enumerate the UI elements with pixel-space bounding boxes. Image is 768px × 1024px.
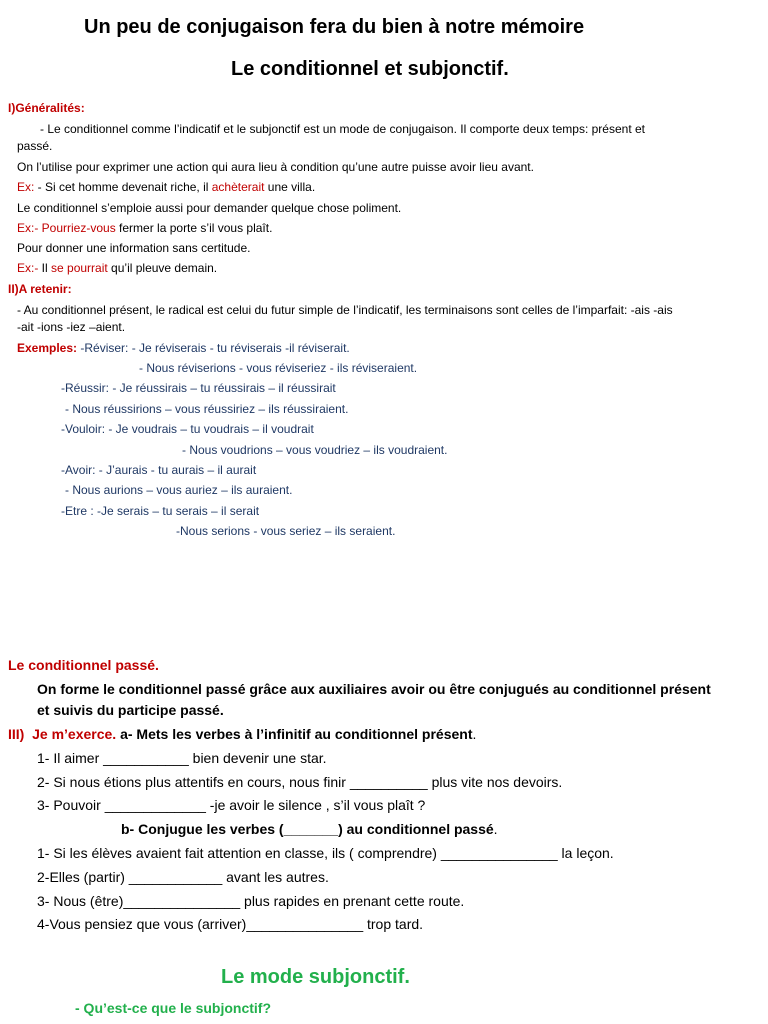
example-text: qu’il pleuve demain. (107, 261, 218, 275)
exercise-b-item-3: 3- Nous (être)_______________ plus rapides en prenant cette route. (37, 893, 465, 909)
example-label: Ex:- (17, 261, 39, 275)
section-title: Le conditionnel passé (8, 657, 156, 673)
section-heading-generalites: I)Généralités: (8, 101, 85, 115)
conjugation-etre-b: -Nous serions - vous seriez – ils seraient. (176, 524, 396, 538)
passe-paragraph-2: et suivis du participe passé. (37, 702, 224, 718)
passe-paragraph-1: On forme le conditionnel passé grâce aux auxiliaires avoir ou être conjugués au conditionnel présent (37, 681, 711, 697)
retenir-rule-1b: -ait -ions -iez –aient. (17, 320, 126, 334)
section-title: A retenir: (18, 282, 72, 296)
section-number: II) (8, 282, 19, 296)
example-text: - Si cet homme devenait riche, il (34, 180, 212, 194)
exercise-a-item-3: 3- Pouvoir _____________ -je avoir le silence , s’il vous plaît ? (37, 797, 426, 813)
section-heading-retenir (8, 282, 72, 296)
generalites-paragraph-1b: passé. (17, 139, 53, 153)
example-label: Ex: (17, 180, 35, 194)
conjugation-vouloir-b: - Nous voudrions – vous voudriez – ils voudraient. (182, 443, 448, 457)
conjugation-reviser-b: - Nous réviserions - vous réviseriez - ils réviseraient. (139, 361, 418, 375)
retenir-rule-1a: - Au conditionnel présent, le radical est celui du futur simple de l’indicatif, les terminaisons sont celles de l’imparfait: -ais -ais (17, 303, 673, 317)
example-verb: achèterait (211, 180, 265, 194)
exercise-b-item-2: 2-Elles (partir) ____________ avant les autres. (37, 869, 329, 885)
exemples-label: Exemples: (17, 341, 78, 355)
conjugation-reussir-b: - Nous réussirions – vous réussiriez – ils réussiraient. (65, 402, 349, 416)
example-verb: Pourriez-vous (41, 221, 116, 235)
example-text: fermer la porte s’il vous plaît. (115, 221, 273, 235)
section-heading-subjonctif: Le mode subjonctif. (221, 966, 410, 988)
exercise-b-text: b- Conjugue les verbes (_______) au conditionnel passé (121, 821, 494, 837)
exercise-b-item-1: 1- Si les élèves avaient fait attention en classe, ils ( comprendre) _______________ la leçon. (37, 845, 614, 861)
page-title-line2: Le conditionnel et subjonctif. (231, 58, 509, 80)
exercise-b-item-4: 4-Vous pensiez que vous (arriver)_______________ trop tard. (37, 916, 424, 932)
heading-dot: . (155, 657, 159, 673)
heading-dot: . (472, 726, 477, 742)
exercise-a-title: a- Mets les verbes à l’infinitif au conditionnel présent (116, 726, 473, 742)
conjugation-etre-a: -Etre : -Je serais – tu serais – il serait (61, 504, 260, 518)
generalites-paragraph-2: On l’utilise pour exprimer une action qui aura lieu à condition qu’une autre puisse avoir lieu avant. (17, 160, 534, 174)
example-text: une villa. (264, 180, 316, 194)
conjugation-reussir-a: -Réussir: - Je réussirais – tu réussirais – il réussirait (61, 381, 336, 395)
example-verb: se pourrait (51, 261, 108, 275)
conjugation-text: -Réviser: - Je réviserais - tu réviserais -il réviserait. (77, 341, 350, 355)
exercise-b-title (121, 821, 498, 837)
conjugation-avoir-b: - Nous aurions – vous auriez – ils auraient. (65, 483, 293, 497)
exercise-a-item-1: 1- Il aimer ___________ bien devenir une star. (37, 750, 327, 766)
conjugation-reviser-a (17, 341, 350, 355)
exercise-heading (8, 726, 476, 742)
generalites-paragraph-1a: - Le conditionnel comme l’indicatif et le subjonctif est un mode de conjugaison. Il comporte deux temps: présent et (40, 122, 645, 136)
section-heading-conditionnel-passe (8, 657, 159, 673)
page-title-line1: Un peu de conjugaison fera du bien à notre mémoire (84, 16, 585, 38)
conjugation-vouloir-a: -Vouloir: - Je voudrais – tu voudrais – il voudrait (61, 422, 314, 436)
example-label: Ex:- (17, 221, 42, 235)
exercise-a-item-2: 2- Si nous étions plus attentifs en cours, nous finir __________ plus vite nos devoirs. (37, 774, 563, 790)
example-1 (17, 180, 315, 194)
conjugation-avoir-a: -Avoir: - J’aurais - tu aurais – il aurait (61, 463, 257, 477)
generalites-paragraph-4: Pour donner une information sans certitude. (17, 241, 251, 255)
heading-dot: . (493, 821, 498, 837)
generalites-paragraph-3: Le conditionnel s’emploie aussi pour demander quelque chose poliment. (17, 201, 402, 215)
exercise-label: Je m’exerce. (32, 726, 117, 742)
example-2 (17, 221, 272, 235)
section-number: III) (8, 726, 25, 742)
subjonctif-question: - Qu’est-ce que le subjonctif? (75, 1000, 272, 1016)
example-text: Il (38, 261, 52, 275)
example-3 (17, 261, 217, 275)
